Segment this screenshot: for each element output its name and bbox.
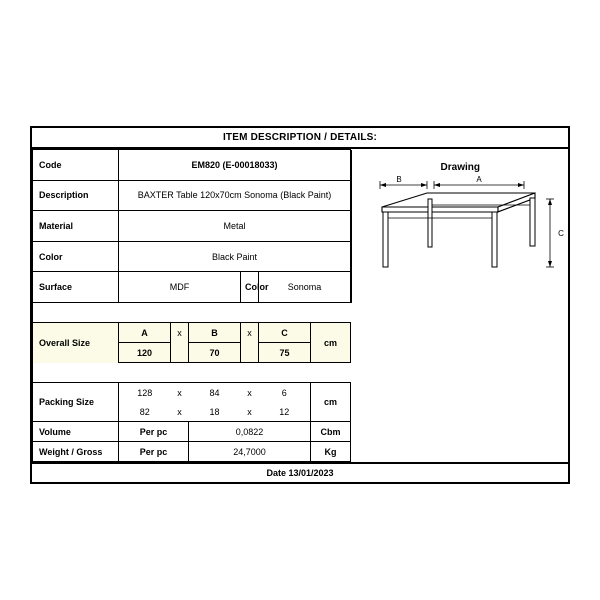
packing-2-height: 12 xyxy=(259,402,311,422)
overall-size-c-header: C xyxy=(259,323,311,343)
overall-size-c-value: 75 xyxy=(259,343,311,363)
drawing-panel xyxy=(352,150,569,303)
packing-2-width: 18 xyxy=(189,402,241,422)
packing-1-mult-2: x xyxy=(241,383,259,403)
code-label: Code xyxy=(33,150,119,181)
gap-cell xyxy=(352,383,569,403)
volume-per: Per pc xyxy=(119,422,189,442)
spec-table xyxy=(32,149,569,462)
sheet-header-title: ITEM DESCRIPTION / DETAILS: xyxy=(32,128,568,149)
packing-size-unit: cm xyxy=(311,383,351,422)
packing-1-mult-1: x xyxy=(171,383,189,403)
description-value: BAXTER Table 120x70cm Sonoma (Black Paint) xyxy=(119,180,351,211)
surface-value: MDF xyxy=(119,272,241,303)
table-row-packing-size-1 xyxy=(33,383,569,403)
color-value: Black Paint xyxy=(119,241,351,272)
overall-size-b-value: 70 xyxy=(189,343,241,363)
spec-sheet xyxy=(30,126,570,484)
overall-size-b-header: B xyxy=(189,323,241,343)
dim-b-label: B xyxy=(396,174,402,184)
packing-1-height: 6 xyxy=(259,383,311,403)
code-value: EM820 (E-00018033) xyxy=(119,150,351,181)
table-drawing-svg xyxy=(352,173,569,303)
overall-size-spacer-1 xyxy=(171,343,189,363)
packing-2-mult-2: x xyxy=(241,402,259,422)
drawing-figure xyxy=(352,173,569,303)
surface-color-value: Sonoma xyxy=(259,272,351,303)
gap-cell xyxy=(352,422,569,442)
material-label: Material xyxy=(33,211,119,242)
date-line: Date 13/01/2023 xyxy=(32,462,568,482)
gap-cell xyxy=(352,323,569,343)
dim-a-label: A xyxy=(476,174,482,184)
overall-size-a-value: 120 xyxy=(119,343,171,363)
spacer-row-2 xyxy=(33,363,569,383)
overall-size-spacer-2 xyxy=(241,343,259,363)
table-row-volume xyxy=(33,422,569,442)
volume-value: 0,0822 xyxy=(189,422,311,442)
overall-size-mult-1: x xyxy=(171,323,189,343)
table-row-code xyxy=(33,150,569,181)
spacer-cell xyxy=(33,363,569,383)
volume-label: Volume xyxy=(33,422,119,442)
packing-1-width: 84 xyxy=(189,383,241,403)
material-value: Metal xyxy=(119,211,351,242)
packing-1-length: 128 xyxy=(119,383,171,403)
description-label: Description xyxy=(33,180,119,211)
gap-cell xyxy=(352,442,569,462)
surface-label: Surface xyxy=(33,272,119,303)
overall-size-a-header: A xyxy=(119,323,171,343)
table-row-weight xyxy=(33,442,569,462)
spacer-cell xyxy=(33,303,569,323)
gap-cell xyxy=(352,402,569,422)
table-row-overall-size-header xyxy=(33,323,569,343)
weight-unit: Kg xyxy=(311,442,351,462)
gap-cell xyxy=(352,343,569,363)
surface-color-label: Color xyxy=(241,272,259,303)
color-label: Color xyxy=(33,241,119,272)
overall-size-mult-2: x xyxy=(241,323,259,343)
weight-label: Weight / Gross xyxy=(33,442,119,462)
packing-2-length: 82 xyxy=(119,402,171,422)
overall-size-unit: cm xyxy=(311,323,351,363)
volume-unit: Cbm xyxy=(311,422,351,442)
packing-size-label: Packing Size xyxy=(33,383,119,422)
dim-c-label: C xyxy=(558,228,564,238)
weight-value: 24,7000 xyxy=(189,442,311,462)
overall-size-label: Overall Size xyxy=(33,323,119,363)
spacer-row xyxy=(33,303,569,323)
packing-2-mult-1: x xyxy=(171,402,189,422)
drawing-title: Drawing xyxy=(440,161,480,173)
weight-per: Per pc xyxy=(119,442,189,462)
